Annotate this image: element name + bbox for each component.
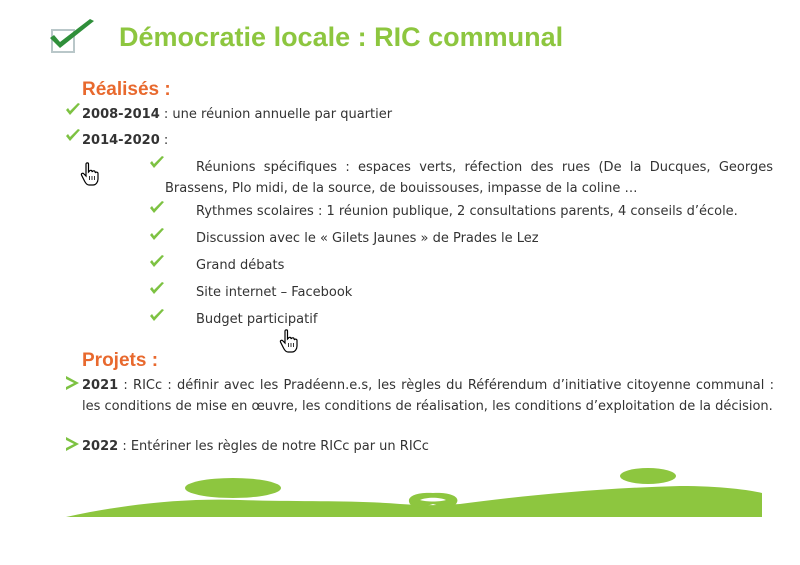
list-item: 2008-2014 : une réunion annuelle par quartier [82,107,393,122]
arrow-bullet-icon [66,376,79,390]
list-item: Rythmes scolaires : 1 réunion publique, 2 consultations parents, 4 conseils d’école. [196,204,738,219]
page-title: Démocratie locale : RIC communal [119,22,564,52]
check-icon [150,255,164,268]
check-icon [150,156,164,169]
check-icon [150,228,164,241]
check-icon [66,129,80,142]
list-item: 2014-2020 : [82,133,169,148]
section-heading-projets: Projets : [82,350,159,371]
check-icon [66,103,80,116]
list-item: Budget participatif [196,312,318,327]
check-icon [150,282,164,295]
landscape-decoration [0,460,800,530]
list-item: Grand débats [196,258,285,273]
hand-cursor-icon[interactable] [80,162,100,187]
list-item: 2021 : RICc : définir avec les Pradéenn.e.s, les règles du Référendum d’initiative citoyenne communal : les conditions de mise en œuvre, les conditions de réalisation, les conditions d’exploitation de la décision. [82,378,774,414]
list-item: 2022 : Entériner les règles de notre RICc par un RICc [82,439,429,454]
checkbox-icon [48,18,98,56]
check-icon [150,201,164,214]
section-heading-realises: Réalisés : [82,79,171,100]
list-item: Discussion avec le « Gilets Jaunes » de Prades le Lez [196,231,539,246]
list-item: Site internet – Facebook [196,285,353,300]
arrow-bullet-icon [66,437,79,451]
hand-cursor-icon[interactable] [279,329,299,354]
list-item: Réunions spécifiques : espaces verts, réfection des rues (De la Ducques, Georges Brassens, Plo midi, de la source, de bouissouses, impasse de la coline … [165,160,773,196]
check-icon [150,309,164,322]
